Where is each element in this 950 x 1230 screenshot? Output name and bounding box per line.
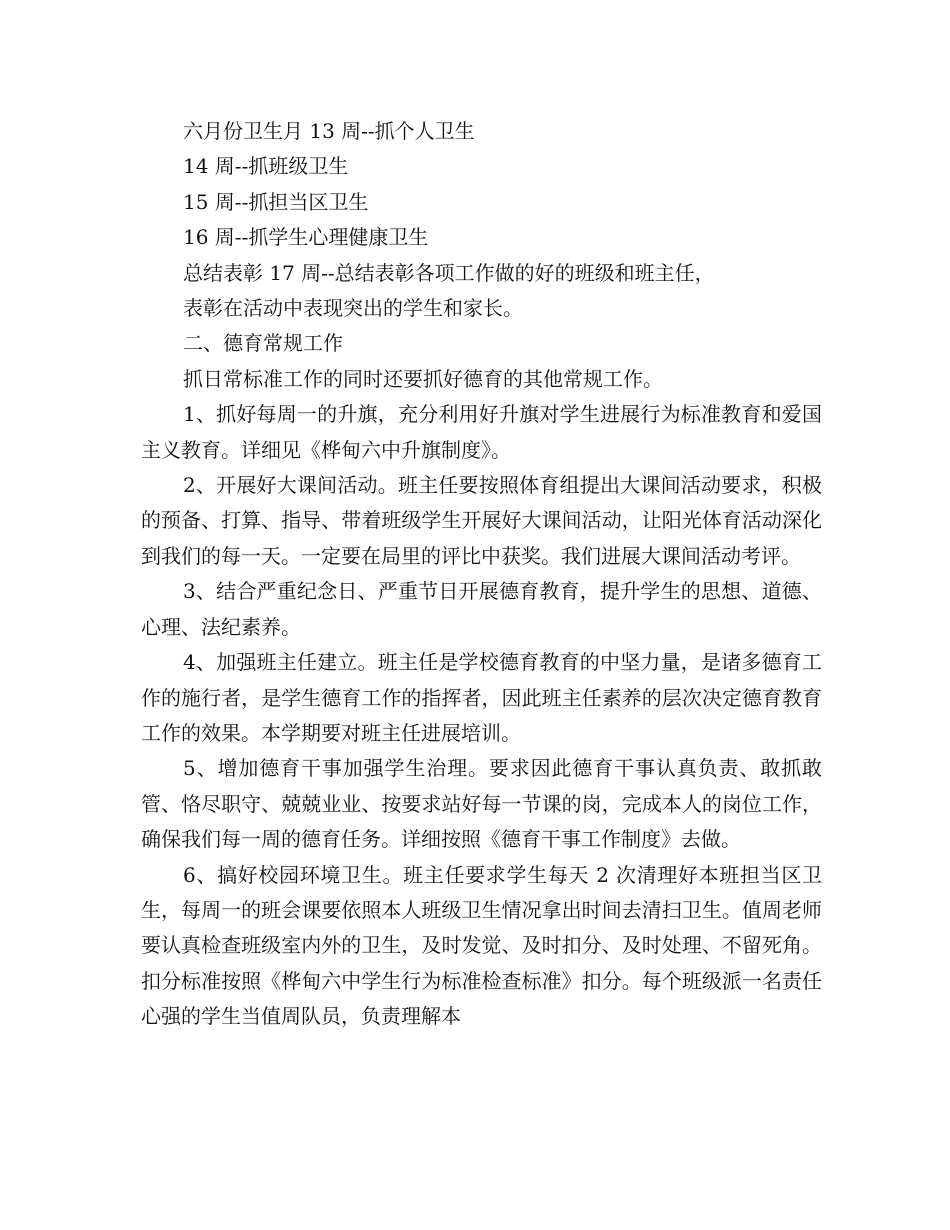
schedule-line-week15: 15 周--抓担当区卫生 [183, 189, 369, 214]
schedule-line-week16: 16 周--抓学生心理健康卫生 [183, 225, 429, 250]
section-intro: 抓日常标准工作的同时还要抓好德育的其他常规工作。 [183, 366, 663, 391]
paragraph-6-campus-hygiene: 6、搞好校园环境卫生。班主任要求学生每天 2 次清理好本班担当区卫生，每周一的班会课要依照本人班级卫生情况拿出时间去清扫卫生。值周老师要认真检查班级室内外的卫生，及时发觉、及时扣分、及时处理、不留死角。扣分标准按照《桦甸六中学生行为标准检查标准》扣分。每个班级派一名责任心强的学生当值周队员，负责理解本 [141, 862, 822, 1029]
document-body [141, 114, 822, 1035]
paragraph-1-flag-raising: 1、抓好每周一的升旗，充分利用好升旗对学生进展行为标准教育和爱国主义教育。详细见《桦甸六中升旗制度》。 [141, 402, 822, 462]
paragraph-5-moral-officers: 5、增加德育干事加强学生治理。要求因此德育干事认真负责、敢抓敢管、恪尽职守、兢兢业业、按要求站好每一节课的岗，完成本人的岗位工作，确保我们每一周的德育任务。详细按照《德育干事工作制度》去做。 [141, 756, 822, 852]
schedule-line-commendation: 表彰在活动中表现突出的学生和家长。 [183, 296, 523, 321]
section-heading: 二、德育常规工作 [183, 331, 343, 356]
schedule-line-week14: 14 周--抓班级卫生 [183, 154, 349, 179]
schedule-line-week17: 总结表彰 17 周--总结表彰各项工作做的好的班级和班主任， [183, 260, 715, 285]
paragraph-4-head-teachers: 4、加强班主任建立。班主任是学校德育教育的中坚力量，是诸多德育工作的施行者，是学生德育工作的指挥者，因此班主任素养的层次决定德育教育工作的效果。本学期要对班主任进展培训。 [141, 650, 822, 745]
paragraph-2-recess-activities: 2、开展好大课间活动。班主任要按照体育组提出大课间活动要求，积极的预备、打算、指导、带着班级学生开展好大课间活动，让阳光体育活动深化到我们的每一天。一定要在局里的评比中获奖。我们进展大课间活动考评。 [141, 473, 822, 568]
paragraph-3-commemoration: 3、结合严重纪念日、严重节日开展德育教育，提升学生的思想、道德、心理、法纪素养。 [141, 579, 822, 639]
schedule-line-week13: 六月份卫生月 13 周--抓个人卫生 [183, 119, 475, 143]
